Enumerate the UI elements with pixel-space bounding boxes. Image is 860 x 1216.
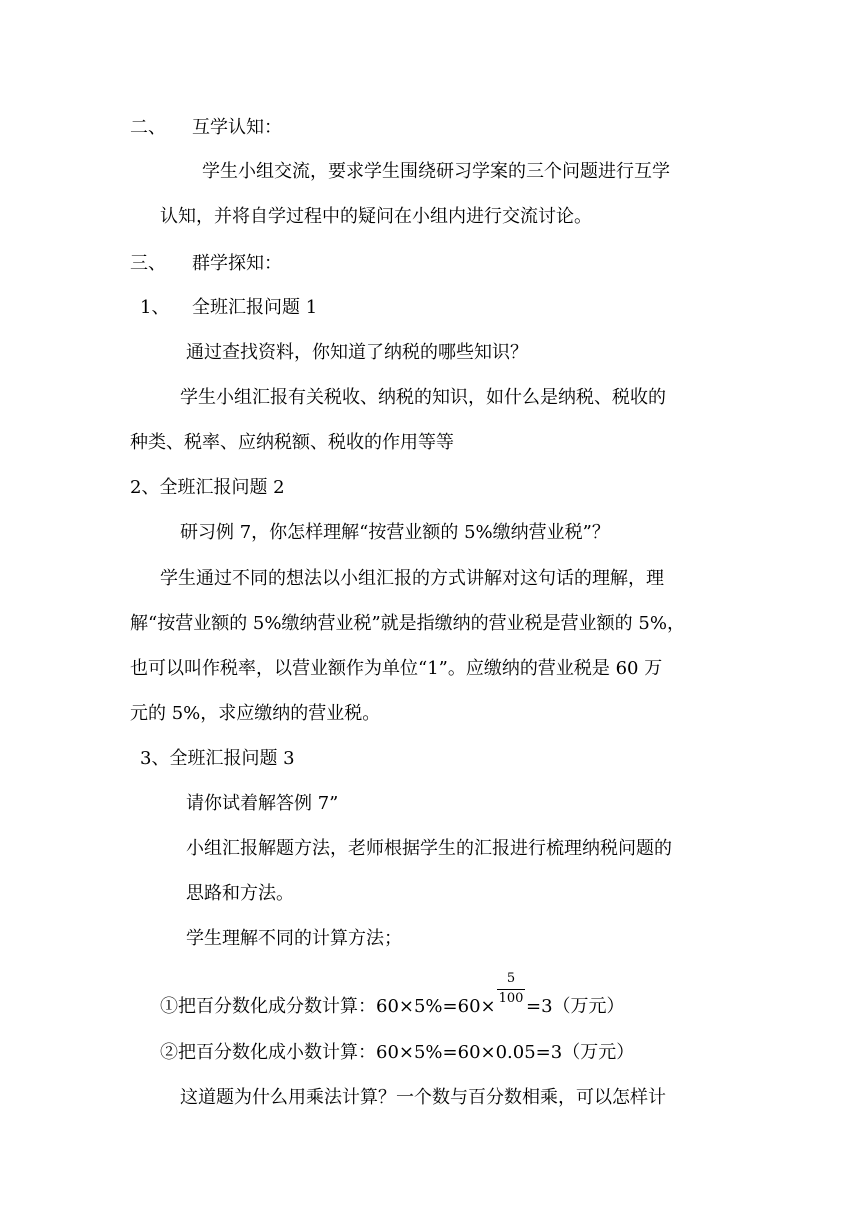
item3-method-line2: 思路和方法。: [186, 883, 294, 904]
calc1-fraction-denominator: 100: [498, 991, 524, 1006]
item2-answer-line1: 学生通过不同的想法以小组汇报的方式讲解对这句话的理解，理: [160, 568, 664, 589]
item1-number: 1、: [140, 297, 170, 318]
section2-number: 二、: [130, 117, 166, 138]
item3-heading: 3、全班汇报问题 3: [140, 748, 295, 769]
closing-line: 这道题为什么用乘法计算？一个数与百分数相乘，可以怎样计: [180, 1087, 666, 1108]
item2-answer-line4: 元的 5%，求应缴纳的营业税。: [130, 703, 381, 724]
item3-understand: 学生理解不同的计算方法；: [186, 928, 402, 949]
section2-title: 互学认知：: [192, 117, 282, 138]
item1-answer-line2: 种类、税率、应纳税额、税收的作用等等: [130, 432, 454, 453]
section2-paragraph-line2: 认知，并将自学过程中的疑问在小组内进行交流讨论。: [160, 206, 592, 227]
item2-heading: 2、全班汇报问题 2: [130, 477, 285, 498]
item3-method-line1: 小组汇报解题方法，老师根据学生的汇报进行梳理纳税问题的: [186, 838, 672, 859]
calc1-suffix: =3（万元）: [526, 996, 625, 1017]
calc1-fraction-bar: [497, 989, 525, 990]
calc1-fraction: [497, 972, 525, 1006]
section2-paragraph-line1: 学生小组交流，要求学生围绕研习学案的三个问题进行互学: [202, 161, 670, 182]
item2-answer-line3: 也可以叫作税率，以营业额作为单位“1”。应缴纳的营业税是 60 万: [130, 658, 663, 679]
item3-question: 请你试着解答例 7”: [186, 793, 339, 814]
calc1-prefix: ①把百分数化成分数计算：60×5%=60×: [160, 996, 496, 1017]
section3-title: 群学探知：: [192, 253, 282, 274]
item1-answer-line1: 学生小组汇报有关税收、纳税的知识，如什么是纳税、税收的: [180, 387, 666, 408]
calc2-line: ②把百分数化成小数计算：60×5%=60×0.05=3（万元）: [160, 1042, 635, 1063]
calc1-line: [160, 995, 496, 1019]
item1-title: 全班汇报问题 1: [192, 297, 318, 318]
item1-question: 通过查找资料，你知道了纳税的哪些知识？: [186, 342, 528, 363]
section3-number: 三、: [130, 253, 166, 274]
calc1-fraction-numerator: 5: [506, 971, 516, 986]
item2-answer-line2: 解“按营业额的 5%缴纳营业税”就是指缴纳的营业税是营业额的 5%，: [130, 613, 685, 634]
item2-question: 研习例 7，你怎样理解“按营业额的 5%缴纳营业税”？: [180, 522, 610, 543]
